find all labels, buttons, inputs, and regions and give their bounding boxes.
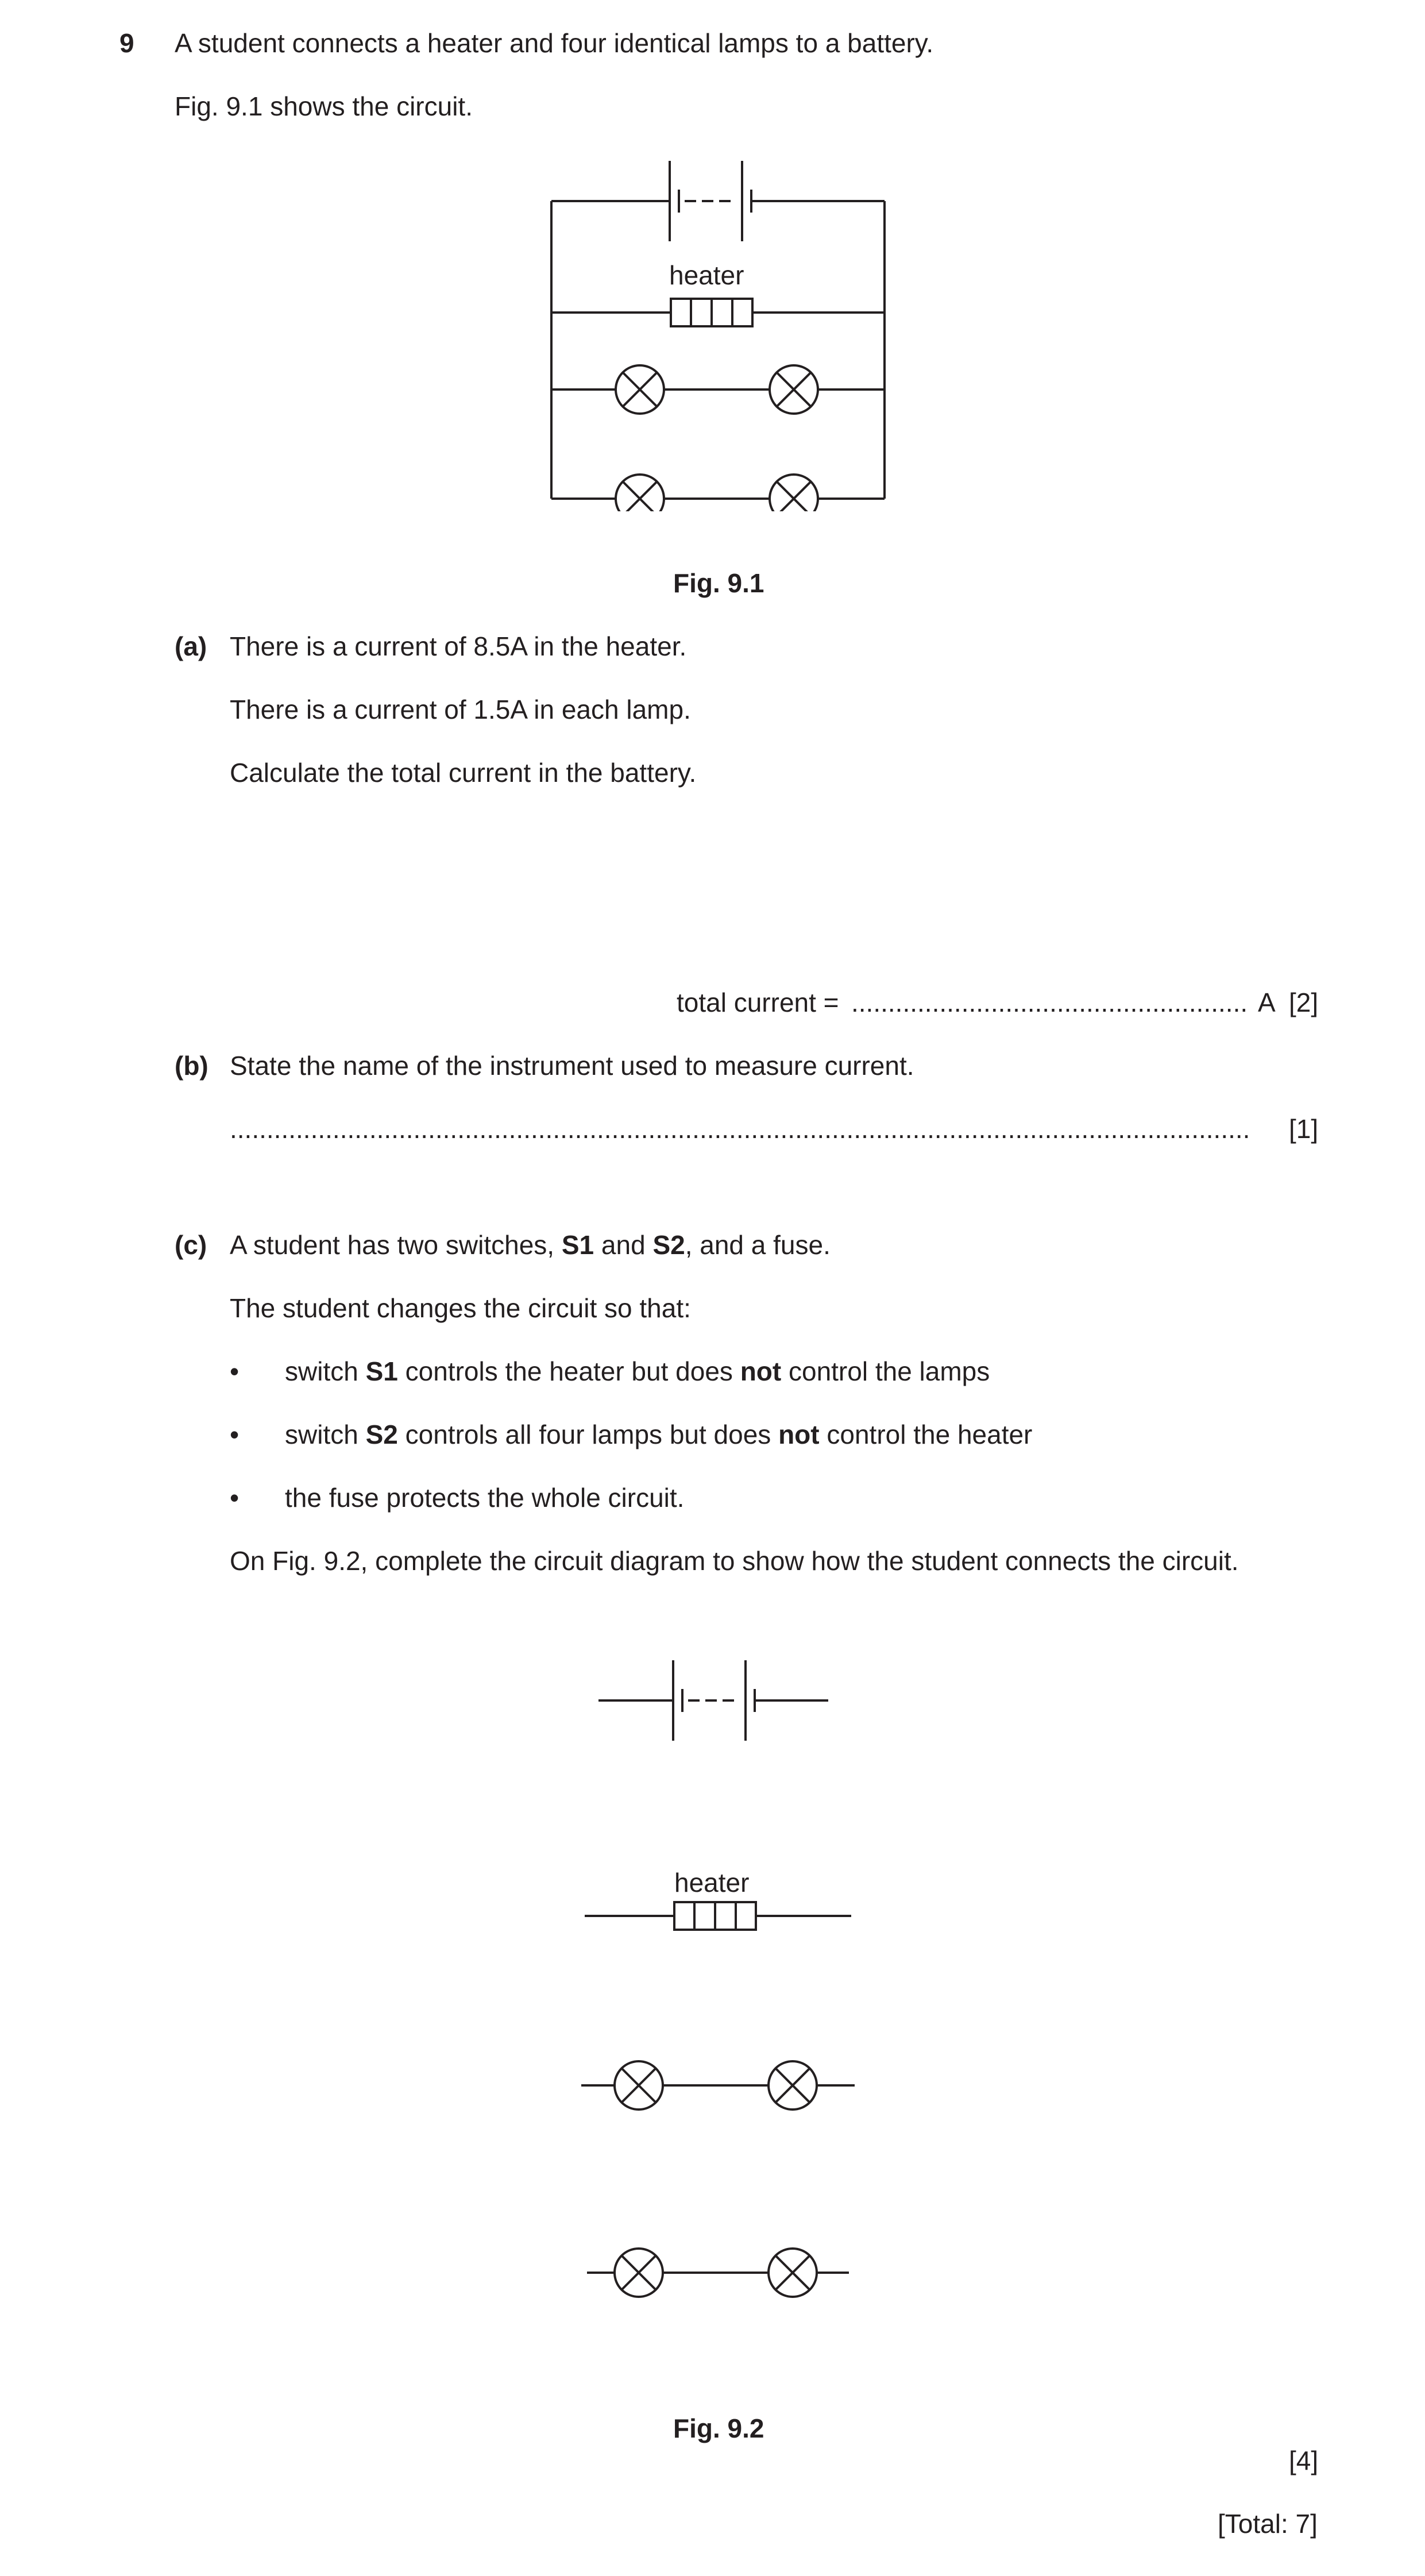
fig1-lamp-4 bbox=[770, 475, 818, 511]
part-b-answer-line[interactable]: ........................................................................................................................................... bbox=[230, 1114, 1250, 1144]
total-current-label: total current = bbox=[677, 988, 839, 1017]
fig2-caption: Fig. 9.2 bbox=[673, 2413, 764, 2443]
part-a-label: (a) bbox=[175, 631, 207, 661]
part-b-label: (b) bbox=[175, 1051, 208, 1081]
part-a-line1: There is a current of 8.5A in the heater. bbox=[230, 631, 687, 661]
fig2-battery[interactable] bbox=[592, 1655, 833, 1746]
fig1-caption: Fig. 9.1 bbox=[673, 568, 764, 598]
fig2-lamp-pair-1[interactable] bbox=[578, 2057, 859, 2114]
bullet-3-marker: • bbox=[230, 1483, 240, 1513]
part-c-intro: A student has two switches, S1 and S2, and a fuse. bbox=[230, 1230, 831, 1260]
bullet-3-text: the fuse protects the whole circuit. bbox=[285, 1483, 685, 1513]
fig2-heater-label: heater bbox=[674, 1868, 750, 1898]
bullet-1-marker: • bbox=[230, 1356, 240, 1386]
switch-s1-name: S1 bbox=[561, 1230, 594, 1260]
question-intro: A student connects a heater and four identical lamps to a battery. bbox=[175, 28, 934, 58]
fig2-heater[interactable] bbox=[580, 1896, 856, 1936]
part-a-line3: Calculate the total current in the battery. bbox=[230, 758, 697, 788]
part-c-marks: [4] bbox=[1289, 2446, 1319, 2475]
part-a-marks: [2] bbox=[1289, 988, 1319, 1017]
bullet-1-text: switch S1 controls the heater but does not control the lamps bbox=[285, 1356, 990, 1386]
fig2-lamp-pair-2[interactable] bbox=[584, 2244, 854, 2301]
bullet-2-marker: • bbox=[230, 1420, 240, 1449]
fig1-circuit-diagram bbox=[540, 155, 907, 511]
bullet-2-text: switch S2 controls all four lamps but does not control the heater bbox=[285, 1420, 1033, 1449]
fig1-lamp-3 bbox=[616, 475, 664, 511]
part-c-instruction: On Fig. 9.2, complete the circuit diagram to show how the student connects the circuit. bbox=[230, 1546, 1239, 1576]
question-total: [Total: 7] bbox=[1218, 2509, 1318, 2539]
fig1-heater-label: heater bbox=[669, 260, 744, 290]
part-c-changes: The student changes the circuit so that: bbox=[230, 1293, 691, 1323]
total-current-answer-line[interactable]: ...................................................... bbox=[851, 988, 1248, 1017]
part-b-marks: [1] bbox=[1289, 1114, 1319, 1144]
fig1-reference: Fig. 9.1 shows the circuit. bbox=[175, 91, 473, 121]
total-current-unit: A bbox=[1258, 988, 1276, 1017]
part-a-line2: There is a current of 1.5A in each lamp. bbox=[230, 695, 691, 724]
part-b-question: State the name of the instrument used to measure current. bbox=[230, 1051, 914, 1081]
switch-s2-name: S2 bbox=[652, 1230, 685, 1260]
part-c-label: (c) bbox=[175, 1230, 207, 1260]
question-number: 9 bbox=[119, 28, 134, 58]
